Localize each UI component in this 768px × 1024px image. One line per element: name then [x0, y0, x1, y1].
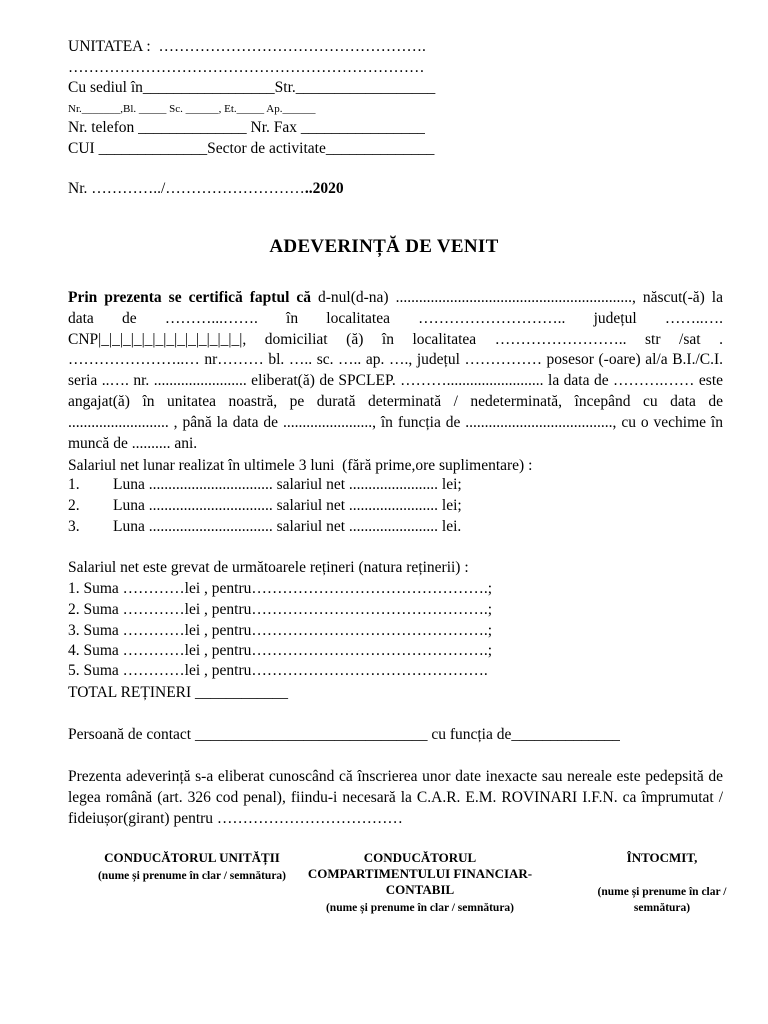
signature-heading: CONDUCĂTORUL UNITĂȚII	[104, 850, 280, 865]
closing-paragraph: Prezenta adeverință s-a eliberat cunoscând că înscrierea unor date inexacte sau nereale este pedepsită de legea română (art. 326 cod penal), fiindu-i necesară la C.A.R. E.M. ROVINARI I.F.N. ca împrumutat / fideiușor(girant) pentru ………………………………	[68, 768, 723, 827]
salary-row	[68, 517, 461, 536]
salary-row-number: 2.	[68, 497, 80, 514]
deduction-row: 4. Suma …………lei , pentru……………………………………….;	[68, 642, 493, 659]
signature-caption: (nume și prenume în clar / semnătura)	[97, 870, 287, 882]
salary-row-number: 3.	[68, 518, 80, 535]
certification-prefix: Prin prezenta se certifică faptul că	[68, 289, 312, 306]
signature-heading: ÎNTOCMIT,	[626, 850, 698, 865]
signature-prepared-by	[592, 850, 732, 916]
salary-row	[68, 475, 462, 494]
deduction-row: 5. Suma …………lei , pentru……………………………………….	[68, 662, 488, 679]
contact-person-line: Persoană de contact ______________________________ cu funcția de______________	[68, 726, 620, 743]
signature-unit-head	[62, 850, 322, 884]
document-number-prefix: Nr. …………../………………………	[68, 180, 305, 197]
total-deductions: TOTAL REȚINERI ____________	[68, 684, 289, 701]
salary-row-number: 1.	[68, 476, 80, 493]
signature-heading: CONDUCĂTORUL COMPARTIMENTULUI FINANCIAR-CONTABIL	[307, 850, 533, 897]
deductions-intro: Salariul net este grevat de următoarele rețineri (natura reținerii) :	[68, 559, 469, 576]
cui-sector-line: CUI ______________Sector de activitate______________	[68, 140, 435, 157]
salary-intro: Salariul net lunar realizat în ultimele 3 luni (fără prime,ore suplimentare) :	[68, 457, 533, 474]
unit-name-continuation: ……………………………………………………………	[68, 59, 425, 76]
phone-fax-line: Nr. telefon ______________ Nr. Fax ________________	[68, 119, 425, 136]
document-number	[68, 179, 344, 198]
document-year: ..2020	[304, 180, 344, 197]
address-line: Cu sediul în_________________Str.__________________	[68, 79, 436, 96]
deduction-row: 2. Suma …………lei , pentru……………………………………….;	[68, 601, 493, 618]
deduction-row: 1. Suma …………lei , pentru……………………………………….;	[68, 580, 493, 597]
signature-caption: (nume și prenume în clar / semnătura)	[597, 886, 727, 914]
salary-row	[68, 496, 462, 515]
certification-paragraph	[68, 288, 723, 454]
certification-text: d-nul(d-na) ............................................................., născut(-ă) la data de ………...……. în localitatea ……………………….. județul ……..…. CNP|_|_|_|_|_|_|_|_|_|_|_|_|_|, domiciliat (ă) în localitatea …………………….. str /sat . …………………..… nr……… bl. ….. sc. ….. ap. …., județul …………… posesor (-oare) al/a B.I./C.I. seria ..…. nr. ........................ eliberat(ă) de SPCLEP. ………......................... la data de ……….…… este angajat(ă) în unitatea noastră, pe durată determinată / nedeterminată, începând cu data de .......................... , până la data de ......................., în funcția de ......................................, cu o vechime în muncă de .......... ani.	[68, 289, 723, 452]
salary-row-text: Luna ................................ salariul net ....................... lei;	[113, 476, 462, 493]
deduction-row: 3. Suma …………lei , pentru……………………………………….;	[68, 622, 493, 639]
signature-finance-head	[300, 850, 540, 916]
salary-row-text: Luna ................................ salariul net ....................... lei;	[113, 497, 462, 514]
salary-row-text: Luna ................................ salariul net ....................... lei.	[113, 518, 462, 535]
signature-caption: (nume și prenume în clar / semnătura)	[325, 902, 515, 914]
unit-name-line: UNITATEA : …………………………………………….	[68, 38, 426, 55]
page-title: ADEVERINȚĂ DE VENIT	[269, 236, 499, 257]
address-details-line: Nr._______,Bl. _____ Sc. ______, Et._____ Ap.______	[68, 103, 316, 115]
